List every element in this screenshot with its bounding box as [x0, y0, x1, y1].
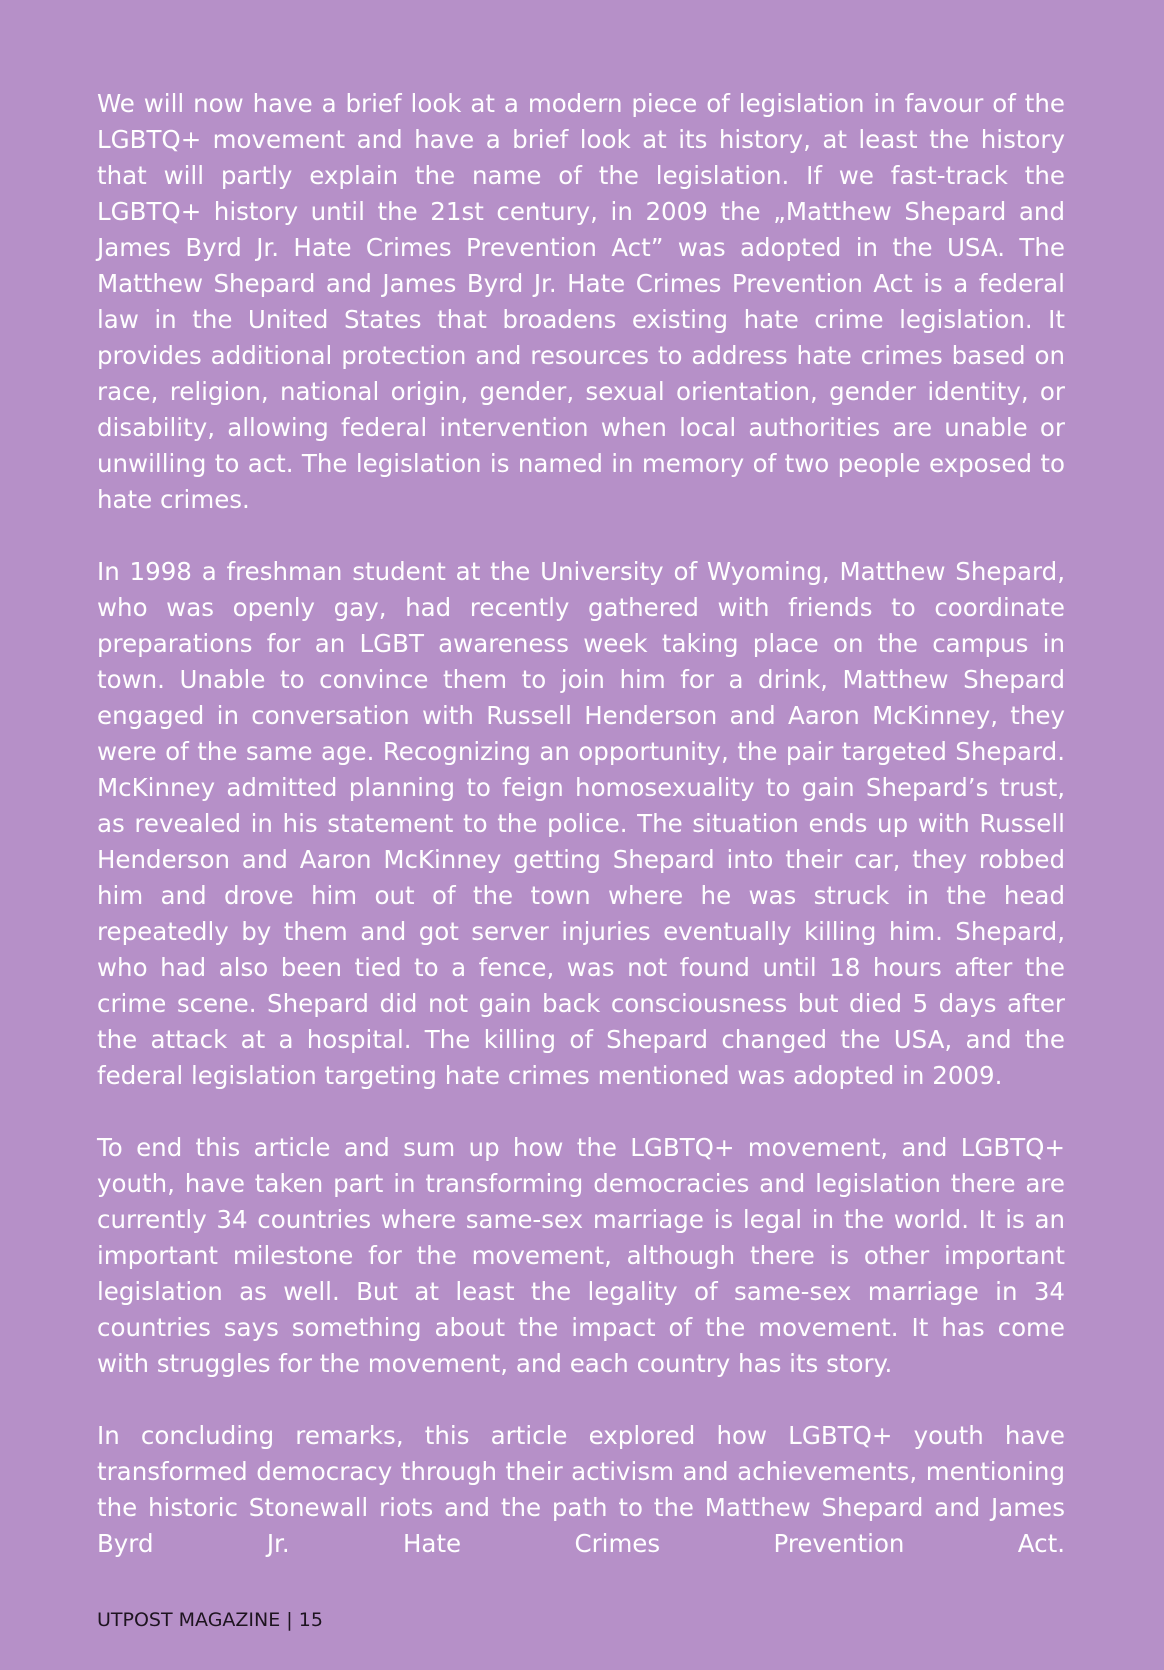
article-body: [97, 86, 1065, 1598]
article-paragraph-same-sex-marriage: To end this article and sum up how the LGBTQ+ movement, and LGBTQ+ youth, have taken part in transforming democracies and legislation there are currently 34 countries where same-sex marriage is legal in the world. It is an important milestone for the movement, although there is other important legislation as well. But at least the legality of same-sex marriage in 34 countries says something about the impact of the movement. It has come with struggles for the movement, and each country has its story.: [97, 1133, 1065, 1378]
page-footer: UTPOST MAGAZINE | 15: [97, 1609, 323, 1631]
article-paragraph-legislation-intro: We will now have a brief look at a modern piece of legislation in favour of the LGBTQ+ movement and have a brief look at its history, at least the history that will partly explain the name of the legislation. If we fast-track the LGBTQ+ history until the 21st century, in 2009 the „Matthew Shepard and James Byrd Jr. Hate Crimes Prevention Act” was adopted in the USA. The Matthew Shepard and James Byrd Jr. Hate Crimes Prevention Act is a federal law in the United States that broadens existing hate crime legislation. It provides additional protection and resources to address hate crimes based on race, religion, national origin, gender, sexual orientation, gender identity, or disability, allowing federal intervention when local authorities are unable or unwilling to act. The legislation is named in memory of two people exposed to hate crimes.: [97, 89, 1065, 514]
article-paragraph-conclusion: In concluding remarks, this article explored how LGBTQ+ youth have transformed democracy through their activism and achievements, mentioning the historic Stonewall riots and the path to the Matthew Shepard and James Byrd Jr. Hate Crimes Prevention Act.: [97, 1421, 1065, 1558]
article-paragraph-matthew-shepard: In 1998 a freshman student at the University of Wyoming, Matthew Shepard, who was openly gay, had recently gathered with friends to coordinate preparations for an LGBT awareness week taking place on the campus in town. Unable to convince them to join him for a drink, Matthew Shepard engaged in conversation with Russell Henderson and Aaron McKinney, they were of the same age. Recognizing an opportunity, the pair targeted Shepard. McKinney admitted planning to feign homosexuality to gain Shepard’s trust, as revealed in his statement to the police. The situation ends up with Russell Henderson and Aaron McKinney getting Shepard into their car, they robbed him and drove him out of the town where he was struck in the head repeatedly by them and got server injuries eventually killing him. Shepard, who had also been tied to a fence, was not found until 18 hours after the crime scene. Shepard did not gain back consciousness but died 5 days after the attack at a hospital. The killing of Shepard changed the USA, and the federal legislation targeting hate crimes mentioned was adopted in 2009.: [97, 557, 1065, 1090]
